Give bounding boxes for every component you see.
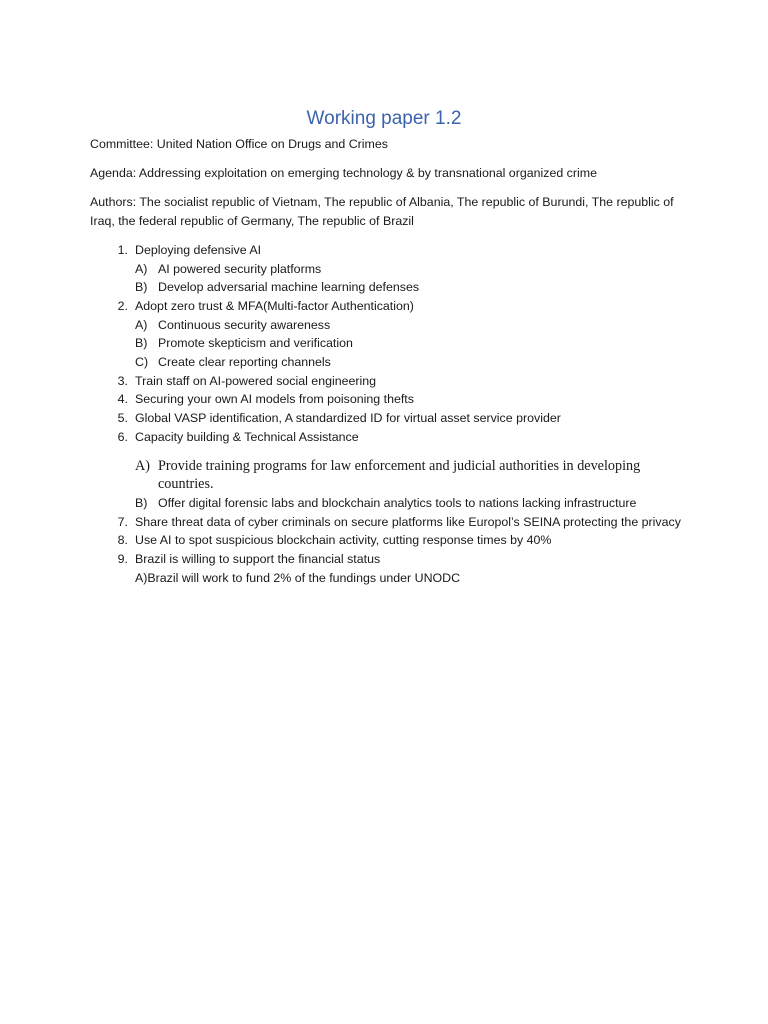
- list-item: [90, 372, 690, 391]
- list-item: [90, 390, 690, 409]
- item-number: 8.: [117, 533, 128, 548]
- item-number: 7.: [117, 514, 128, 529]
- sub-list-item: [135, 353, 690, 372]
- item-number: 2.: [117, 298, 128, 313]
- sub-list-item: [135, 457, 690, 494]
- sub-item-letter: A): [135, 261, 148, 276]
- list-item: [90, 409, 690, 428]
- item-number: 5.: [117, 411, 128, 426]
- item-number: 4.: [117, 392, 128, 407]
- document-title: Working paper 1.2: [306, 108, 462, 129]
- authors-paragraph: Authors: The socialist republic of Vietnam, The republic of Albania, The republic of Burundi, The republic of Iraq, the federal republic of Germany, The republic of Brazil: [90, 195, 674, 228]
- item-text: Share threat data of cyber criminals on secure platforms like Europol’s SEINA protecting the privacy: [135, 514, 681, 529]
- item-text: Adopt zero trust & MFA(Multi-factor Authentication): [135, 298, 414, 313]
- sub-item-text: Provide training programs for law enforcement and judicial authorities in developing countries.: [158, 457, 641, 493]
- item-text: Use AI to spot suspicious blockchain activity, cutting response times by 40%: [135, 533, 552, 548]
- sub-item-text: Offer digital forensic labs and blockchain analytics tools to nations lacking infrastructure: [158, 495, 637, 510]
- list-item: [90, 428, 690, 513]
- sub-item-letter: B): [135, 336, 148, 351]
- sub-list-item: [135, 334, 690, 353]
- sub-item-text: Develop adversarial machine learning defenses: [158, 280, 420, 295]
- item-number: 6.: [117, 429, 128, 444]
- sub-list-item: [135, 260, 690, 279]
- sub-list: [135, 260, 690, 297]
- sub-item-text: Create clear reporting channels: [158, 354, 331, 369]
- list-item: [90, 513, 690, 532]
- item-text: Capacity building & Technical Assistance: [135, 429, 359, 444]
- list-item: [90, 241, 690, 297]
- sub-item-letter: B): [135, 495, 148, 510]
- item-text: Train staff on AI-powered social engineering: [135, 373, 377, 388]
- sub-list: [135, 457, 690, 513]
- committee-line: Committee: United Nation Office on Drugs and Crimes: [90, 137, 388, 151]
- item-number: 9.: [117, 552, 128, 567]
- list-item: [90, 531, 690, 550]
- item-text: Securing your own AI models from poisoning thefts: [135, 392, 414, 407]
- item-number: 1.: [117, 243, 128, 257]
- sub-item-text: AI powered security platforms: [158, 261, 322, 276]
- list-item: [90, 550, 690, 587]
- agenda-line: Agenda: Addressing exploitation on emerging technology & by transnational organized crime: [90, 166, 597, 180]
- sub-list: [135, 316, 690, 372]
- proposal-list: [90, 241, 690, 588]
- sub-list-item: [135, 494, 690, 513]
- sub-item-letter: A): [135, 457, 150, 474]
- item-text: Deploying defensive AI: [135, 243, 262, 257]
- sub-item-text: Promote skepticism and verification: [158, 336, 353, 351]
- sub-item-letter: B): [135, 280, 148, 295]
- sub-list-item: [135, 316, 690, 335]
- sub-list-item: [135, 278, 690, 297]
- list-item: [90, 297, 690, 372]
- sub-item-text: Continuous security awareness: [158, 317, 331, 332]
- item-text: Global VASP identification, A standardized ID for virtual asset service provider: [135, 411, 561, 426]
- item-number: 3.: [117, 373, 128, 388]
- sub-item-letter: A): [135, 317, 148, 332]
- sub-item-letter: C): [135, 354, 149, 369]
- item-text: Brazil is willing to support the financial status: [135, 552, 381, 567]
- item-extra-line: A)Brazil will work to fund 2% of the fundings under UNODC: [135, 570, 461, 585]
